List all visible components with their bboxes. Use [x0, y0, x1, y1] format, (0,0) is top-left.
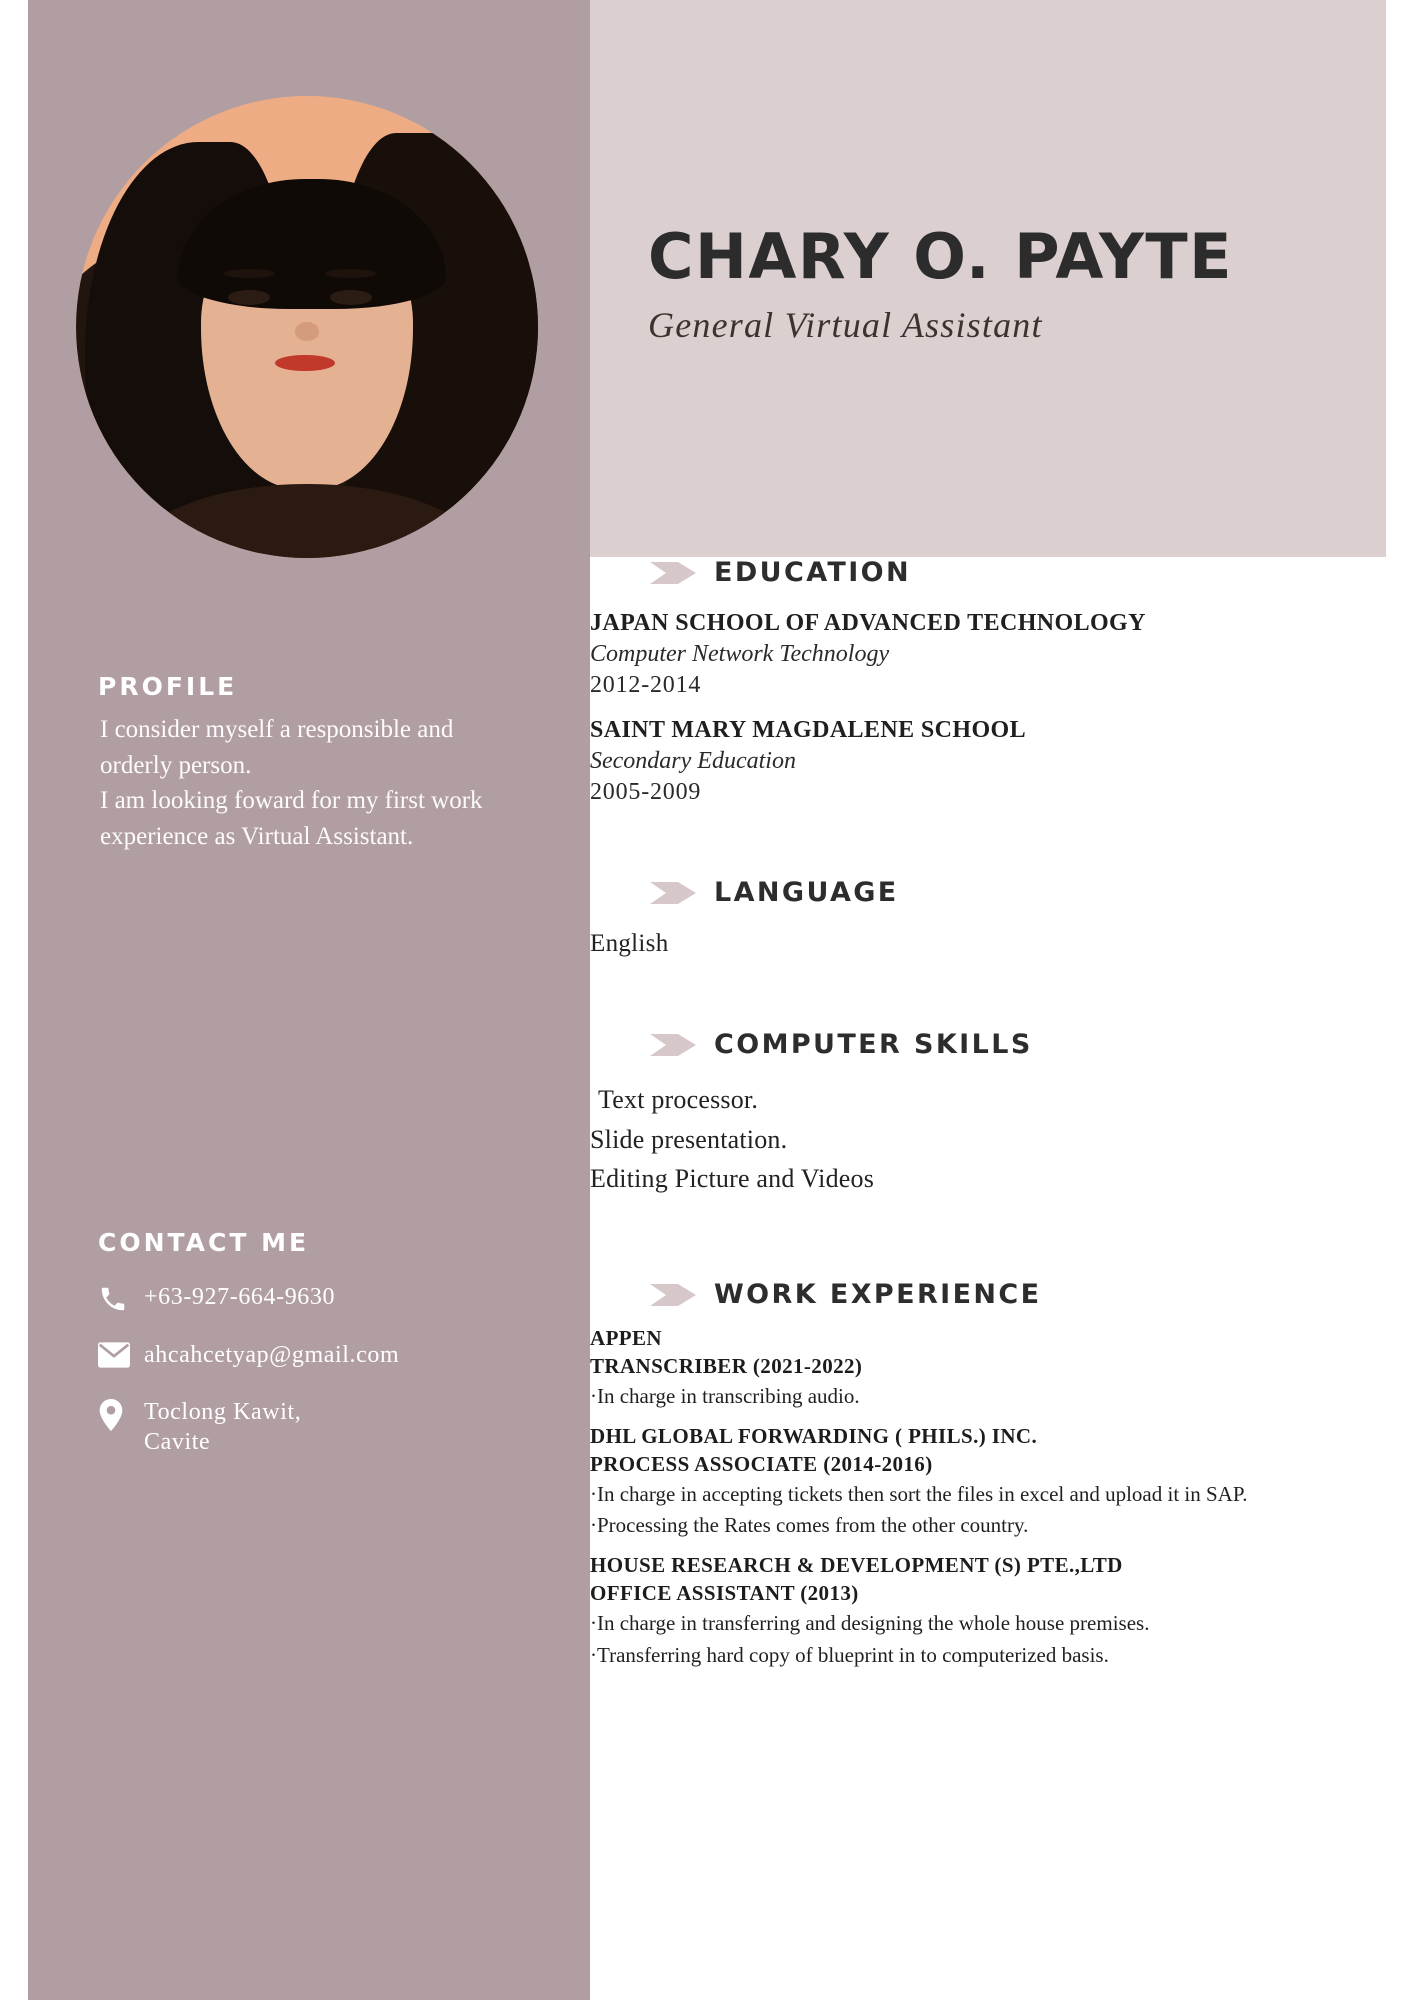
work-experience-title: WORK EXPERIENCE [714, 1279, 1042, 1310]
language-item: English [590, 930, 669, 957]
education-entry [590, 610, 1386, 699]
contact-value: +63-927-664-9630 [144, 1284, 336, 1310]
job-bullet: ·In charge in transcribing audio. [590, 1384, 860, 1408]
computer-skill-item: Editing Picture and Videos [590, 1164, 875, 1194]
section-work-experience [590, 1279, 1386, 1669]
work-experience-entry [590, 1424, 1386, 1539]
work-experience-header [650, 1279, 1386, 1310]
job-role-subtitle: General Virtual Assistant [648, 304, 1043, 345]
page-title: CHARY O. PAYTE [648, 220, 1234, 293]
job-company: DHL GLOBAL FORWARDING ( PHILS.) INC. [590, 1424, 1038, 1449]
job-company: HOUSE RESEARCH & DEVELOPMENT (S) PTE.,LTD [590, 1553, 1123, 1578]
computer-skill-item: Text processor. [598, 1085, 759, 1114]
envelope-icon [98, 1340, 144, 1368]
education-years: 2005-2009 [590, 779, 702, 805]
computer-skills-title: COMPUTER SKILLS [714, 1029, 1033, 1060]
computer-skills-items [590, 1080, 1386, 1199]
main-content [590, 557, 1386, 2000]
profile-heading: PROFILE [98, 672, 238, 701]
chevron-right-icon [650, 1280, 696, 1310]
profile-text [100, 712, 490, 854]
education-course: Secondary Education [590, 748, 796, 774]
education-items [590, 610, 1386, 806]
chevron-right-icon [650, 1030, 696, 1060]
chevron-right-icon [650, 878, 696, 908]
contact-row[interactable] [98, 1282, 528, 1314]
language-title: LANGUAGE [714, 877, 899, 908]
profile-paragraph: I am looking foward for my first work experience as Virtual Assistant. [100, 787, 483, 850]
education-years: 2012-2014 [590, 672, 702, 698]
education-title: EDUCATION [714, 557, 912, 588]
job-company: APPEN [590, 1326, 662, 1350]
work-experience-jobs [590, 1326, 1386, 1669]
name-block [648, 220, 1368, 346]
contact-value: ahcahcetyap@gmail.com [144, 1342, 400, 1368]
chevron-right-icon [650, 558, 696, 588]
work-experience-entry [590, 1326, 1386, 1410]
job-position: PROCESS ASSOCIATE (2014-2016) [590, 1452, 933, 1477]
section-language [590, 877, 1386, 958]
language-header [650, 877, 1386, 908]
job-bullet: ·Transferring hard copy of blueprint in to computerized basis. [590, 1642, 1109, 1667]
sidebar-content [0, 0, 562, 2000]
location-pin-icon [98, 1397, 144, 1431]
section-education [590, 557, 1386, 806]
contact-list [98, 1282, 528, 1484]
contact-row[interactable] [98, 1397, 528, 1458]
education-school: JAPAN SCHOOL OF ADVANCED TECHNOLOGY [590, 610, 1146, 636]
profile-paragraph: I consider myself a responsible and orderly person. [100, 716, 454, 779]
education-course: Computer Network Technology [590, 641, 890, 667]
phone-icon [98, 1282, 144, 1314]
job-bullet: ·In charge in accepting tickets then sort the files in excel and upload it in SAP. [590, 1482, 1248, 1507]
section-computer-skills [590, 1029, 1386, 1199]
job-position: OFFICE ASSISTANT (2013) [590, 1581, 859, 1606]
contact-heading: CONTACT ME [98, 1228, 310, 1257]
education-entry [590, 717, 1386, 806]
job-bullet: ·In charge in transferring and designing the whole house premises. [590, 1611, 1150, 1636]
work-experience-entry [590, 1553, 1386, 1668]
job-position: TRANSCRIBER (2021-2022) [590, 1354, 863, 1378]
job-bullet: ·Processing the Rates comes from the other country. [590, 1513, 1029, 1538]
education-header [650, 557, 1386, 588]
computer-skills-header [650, 1029, 1386, 1060]
computer-skill-item: Slide presentation. [590, 1124, 788, 1154]
contact-value: Toclong Kawit, Cavite [144, 1398, 302, 1456]
language-items [590, 930, 1386, 958]
education-school: SAINT MARY MAGDALENE SCHOOL [590, 717, 1027, 743]
contact-row[interactable] [98, 1340, 528, 1371]
